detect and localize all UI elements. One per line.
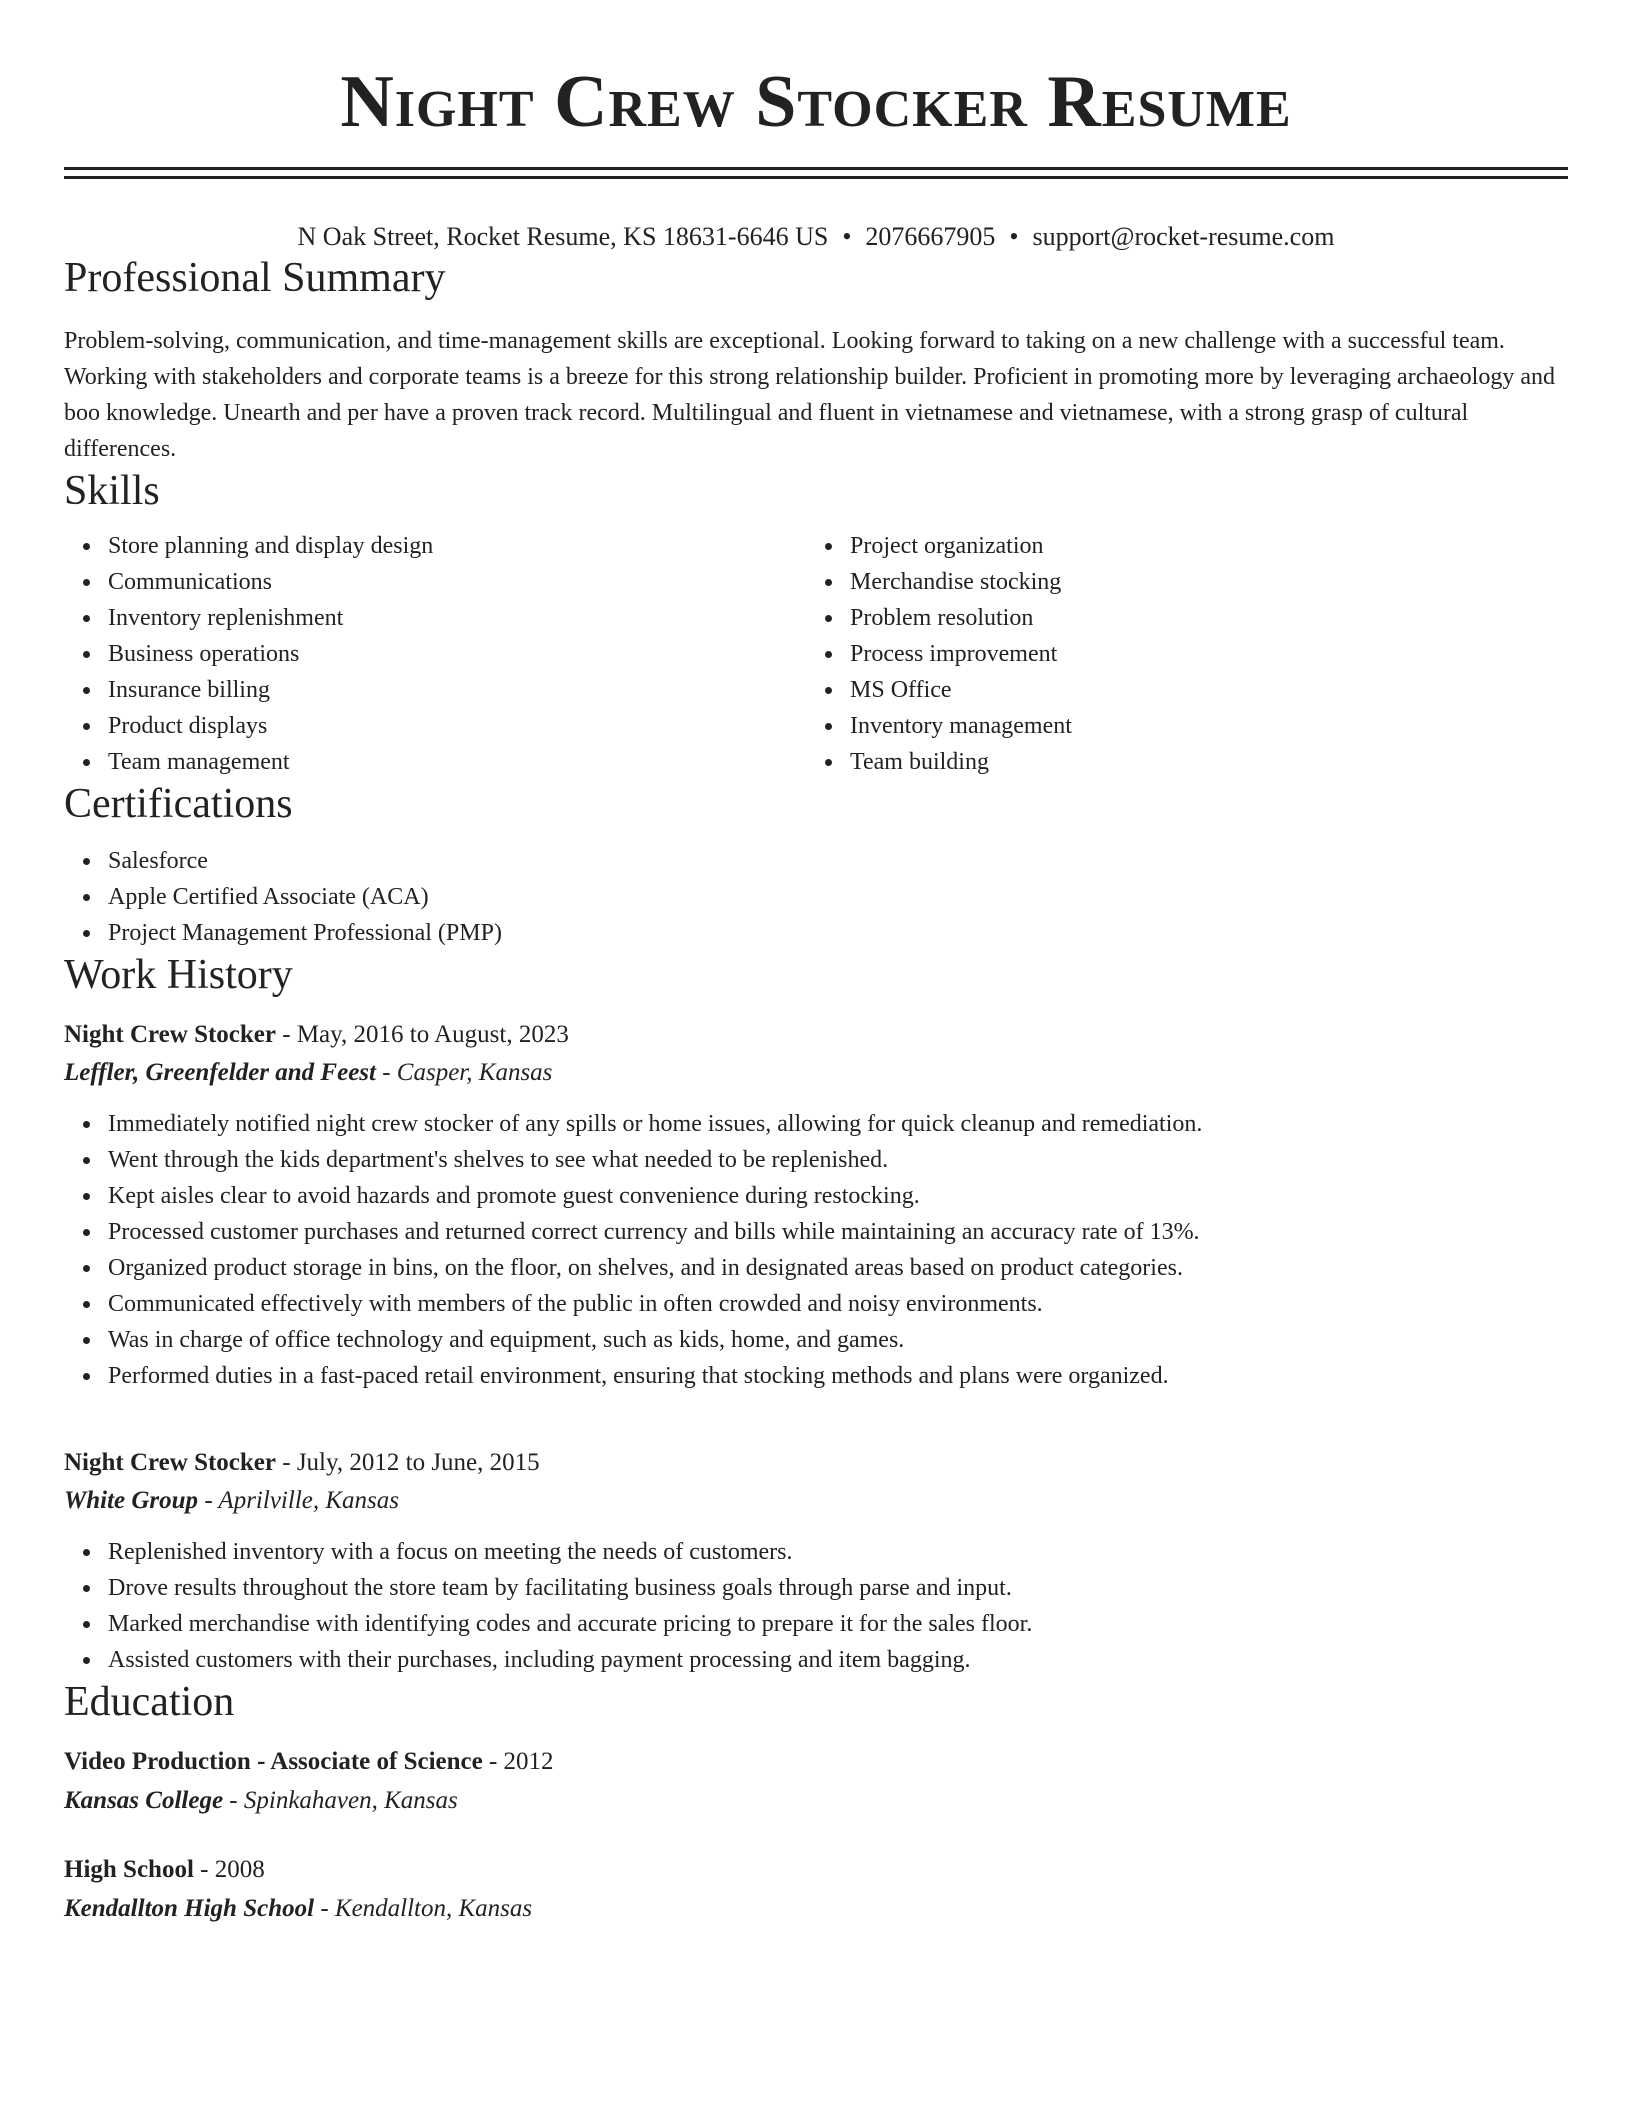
skill-item: Communications (108, 564, 806, 600)
skill-item: Inventory management (850, 708, 1568, 744)
certification-item: Project Management Professional (PMP) (108, 915, 1568, 951)
title-divider-thin (64, 176, 1568, 179)
job-entry (64, 1444, 1568, 1678)
skill-item: Insurance billing (108, 672, 806, 708)
skill-item: MS Office (850, 672, 1568, 708)
skill-item: Team building (850, 744, 1568, 780)
education-year: - 2012 (482, 1748, 554, 1775)
skill-item: Product displays (108, 708, 806, 744)
education-degree: Video Production - Associate of Science (64, 1748, 483, 1775)
education-degree: High School (64, 1856, 194, 1883)
duty-item: Processed customer purchases and returned correct currency and bills while maintaining an accuracy rate of 13%. (108, 1214, 1568, 1250)
education-entry (64, 1850, 1568, 1928)
skill-item: Process improvement (850, 636, 1568, 672)
job-title: Night Crew Stocker (64, 1449, 276, 1476)
education-school-line (64, 1782, 1568, 1820)
contact-line (64, 220, 1568, 254)
education-entry (64, 1742, 1568, 1820)
education-heading: Education (64, 1679, 235, 1725)
skill-item: Problem resolution (850, 600, 1568, 636)
education-year: - 2008 (193, 1856, 265, 1883)
duty-item: Kept aisles clear to avoid hazards and promote guest convenience during restocking. (108, 1178, 1568, 1214)
duty-item: Immediately notified night crew stocker of any spills or home issues, allowing for quick cleanup and remediation. (108, 1106, 1568, 1142)
job-entry (64, 1016, 1568, 1394)
skills-list-left (64, 528, 806, 780)
job-title: Night Crew Stocker (64, 1021, 276, 1048)
skills-columns (64, 528, 1568, 780)
contact-email: support@rocket-resume.com (1032, 222, 1335, 251)
job-company-line (64, 1482, 1568, 1520)
skill-item: Business operations (108, 636, 806, 672)
job-company-line (64, 1054, 1568, 1092)
duty-item: Marked merchandise with identifying codes and accurate pricing to prepare it for the sales floor. (108, 1606, 1568, 1642)
skill-item: Store planning and display design (108, 528, 806, 564)
certification-item: Salesforce (108, 843, 1568, 879)
title-divider-thick (64, 167, 1568, 170)
certifications-heading: Certifications (64, 781, 293, 827)
job-company: White Group (64, 1487, 199, 1514)
summary-heading: Professional Summary (64, 255, 446, 301)
education-school: Kendallton High School (64, 1895, 315, 1922)
job-duties-list (64, 1534, 1568, 1678)
contact-address: N Oak Street, Rocket Resume, KS 18631-6646 US (297, 222, 829, 251)
duty-item: Drove results throughout the store team by facilitating business goals through parse and input. (108, 1570, 1568, 1606)
job-title-line (64, 1016, 1568, 1054)
certifications-list (64, 843, 1568, 951)
job-duties-list (64, 1106, 1568, 1394)
certification-item: Apple Certified Associate (ACA) (108, 879, 1568, 915)
contact-separator: • (842, 222, 852, 251)
contact-separator: • (1009, 222, 1019, 251)
duty-item: Communicated effectively with members of the public in often crowded and noisy environments. (108, 1286, 1568, 1322)
skills-list-right (806, 528, 1568, 780)
resume-page (64, 0, 1568, 1928)
job-title-line (64, 1444, 1568, 1482)
contact-phone: 2076667905 (865, 222, 996, 251)
duty-item: Replenished inventory with a focus on meeting the needs of customers. (108, 1534, 1568, 1570)
education-degree-line (64, 1850, 1568, 1890)
education-location: - Kendallton, Kansas (314, 1895, 533, 1922)
duty-item: Assisted customers with their purchases, including payment processing and item bagging. (108, 1642, 1568, 1678)
job-location: - Aprilville, Kansas (198, 1487, 399, 1514)
skill-item: Merchandise stocking (850, 564, 1568, 600)
resume-title: Night Crew Stocker Resume (340, 61, 1292, 143)
duty-item: Went through the kids department's shelves to see what needed to be replenished. (108, 1142, 1568, 1178)
job-dates: - May, 2016 to August, 2023 (276, 1021, 569, 1048)
job-dates: - July, 2012 to June, 2015 (276, 1449, 540, 1476)
education-school-line (64, 1890, 1568, 1928)
skill-item: Team management (108, 744, 806, 780)
duty-item: Was in charge of office technology and equipment, such as kids, home, and games. (108, 1322, 1568, 1358)
work-history-heading: Work History (64, 952, 293, 998)
skills-heading: Skills (64, 468, 160, 514)
education-location: - Spinkahaven, Kansas (223, 1787, 458, 1814)
job-location: - Casper, Kansas (375, 1059, 553, 1086)
education-degree-line (64, 1742, 1568, 1782)
job-company: Leffler, Greenfelder and Feest (64, 1059, 376, 1086)
education-school: Kansas College (64, 1787, 224, 1814)
duty-item: Organized product storage in bins, on the floor, on shelves, and in designated areas based on product categories. (108, 1250, 1568, 1286)
skill-item: Inventory replenishment (108, 600, 806, 636)
skill-item: Project organization (850, 528, 1568, 564)
duty-item: Performed duties in a fast-paced retail environment, ensuring that stocking methods and plans were organized. (108, 1358, 1568, 1394)
summary-text: Problem-solving, communication, and time-management skills are exceptional. Looking forward to taking on a new challenge with a successful team. Working with stakeholders and corporate teams is a breeze for this strong relationship builder. Proficient in promoting more by leveraging archaeology and boo knowledge. Unearth and per have a proven track record. Multilingual and fluent in vietnamese and vietnamese, with a strong grasp of cultural differences. (64, 328, 1555, 462)
